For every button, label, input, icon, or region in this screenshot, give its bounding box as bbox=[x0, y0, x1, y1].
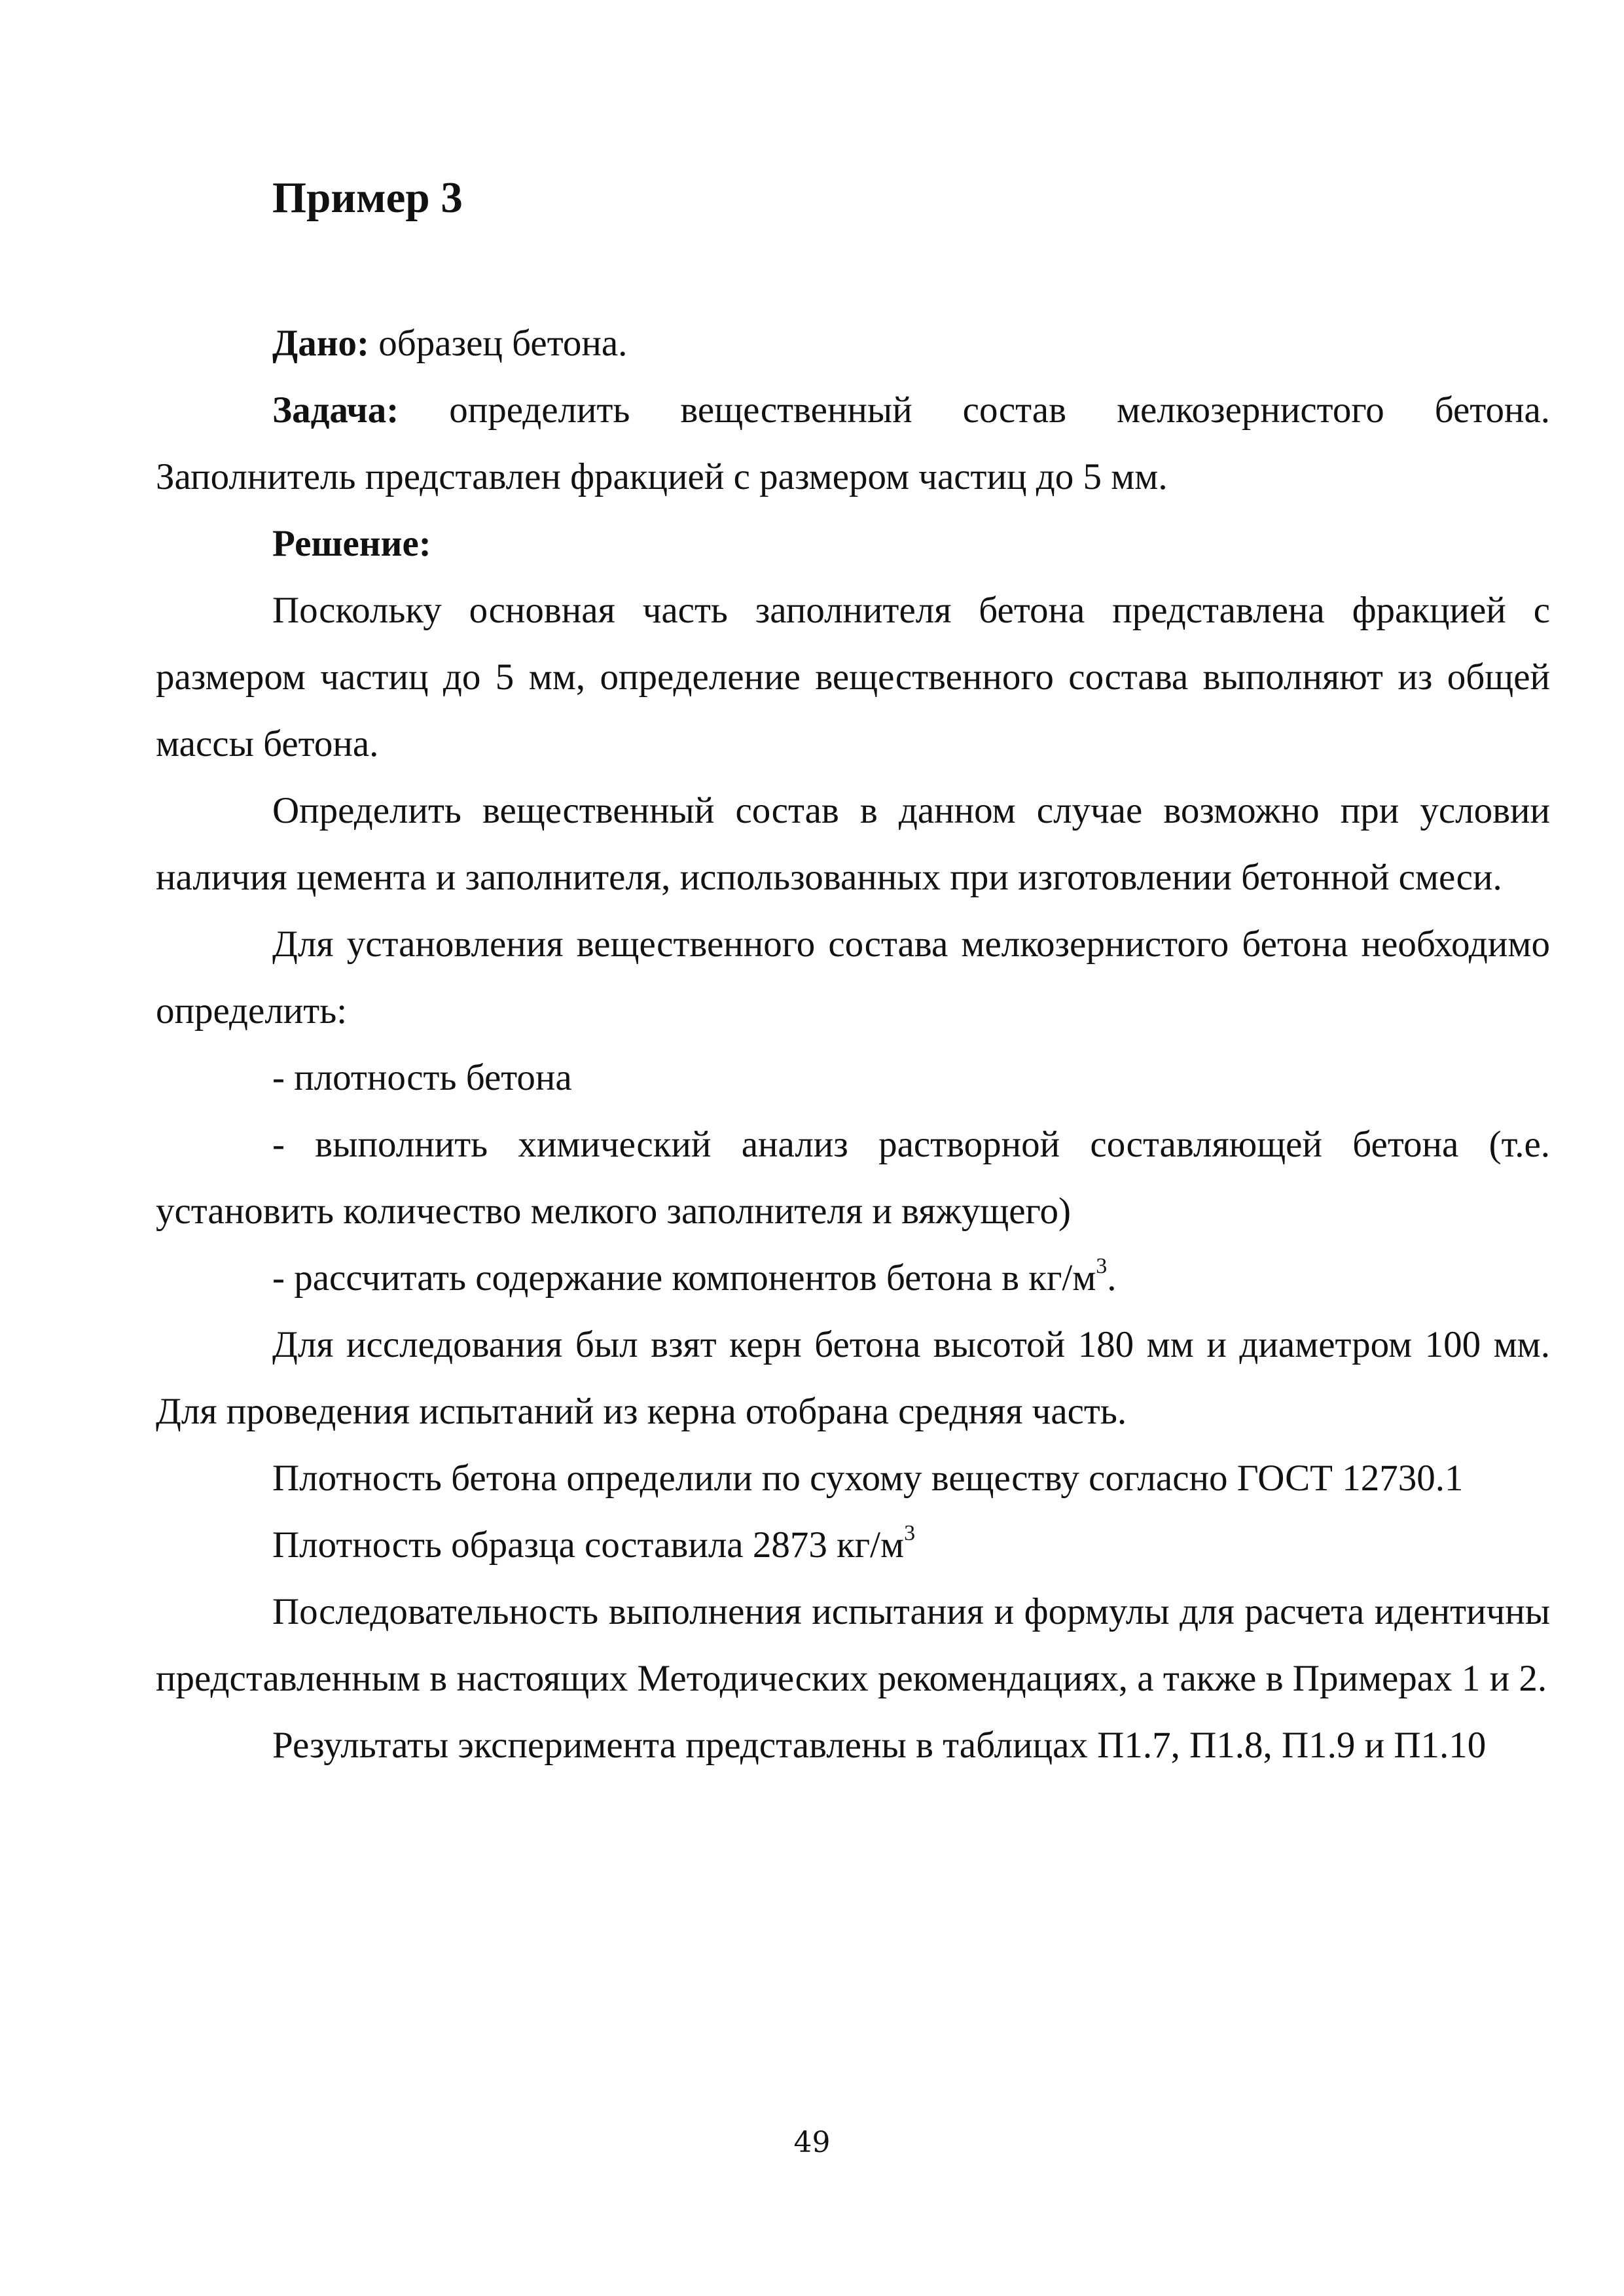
paragraph-7: Последовательность выполнения испытания и формулы для расчета идентичны представленным в настоящих Методических рекомендациях, а также в Примерах 1 и 2. bbox=[156, 1591, 1550, 1699]
task-paragraph bbox=[156, 377, 1550, 511]
page-content bbox=[156, 171, 1550, 1779]
paragraph-2: Определить вещественный состав в данном случае возможно при условии наличия цемента и заполнителя, использованных при изготовлении бетонной смеси. bbox=[156, 790, 1550, 898]
paragraph-5: Плотность бетона определили по сухому веществу согласно ГОСТ 12730.1 bbox=[272, 1458, 1464, 1499]
task-text: определить вещественный состав мелкозернистого бетона. Заполнитель представлен фракцией с размером частиц до 5 мм. bbox=[156, 389, 1550, 497]
paragraph-6-text: Плотность образца составила 2873 кг/м bbox=[272, 1524, 905, 1566]
solution-label: Решение: bbox=[272, 523, 431, 564]
page-number: 49 bbox=[793, 2126, 831, 2159]
example-heading: Пример 3 bbox=[272, 173, 463, 222]
list-item-calculate-end: . bbox=[1107, 1257, 1117, 1299]
list-item-chemical-analysis: - выполнить химический анализ растворной составляющей бетона (т.е. установить количество мелкого заполнителя и вяжущего) bbox=[156, 1124, 1550, 1232]
given-paragraph bbox=[156, 310, 1550, 377]
list-item-density: - плотность бетона bbox=[272, 1057, 572, 1098]
task-label: Задача: bbox=[272, 389, 399, 431]
list-item-calculate-text: - рассчитать содержание компонентов бетона в кг/м bbox=[272, 1257, 1096, 1299]
paragraph-1: Поскольку основная часть заполнителя бетона представлена фракцией с размером частиц до 5 мм, определение вещественного состава выполняют из общей массы бетона. bbox=[156, 590, 1550, 764]
solution-heading bbox=[156, 511, 1550, 577]
superscript-3: 3 bbox=[904, 1521, 916, 1545]
superscript-3: 3 bbox=[1096, 1254, 1108, 1278]
list-item-calculate bbox=[156, 1245, 1550, 1312]
given-label: Дано: bbox=[272, 323, 370, 364]
paragraph-4: Для исследования был взят керн бетона высотой 180 мм и диаметром 100 мм. Для проведения испытаний из керна отобрана средняя часть. bbox=[156, 1324, 1550, 1432]
given-text: образец бетона. bbox=[369, 323, 628, 364]
paragraph-3: Для установления вещественного состава мелкозернистого бетона необходимо определить: bbox=[156, 924, 1550, 1031]
paragraph-6 bbox=[156, 1512, 1550, 1579]
paragraph-8: Результаты эксперимента представлены в таблицах П1.7, П1.8, П1.9 и П1.10 bbox=[272, 1725, 1487, 1766]
